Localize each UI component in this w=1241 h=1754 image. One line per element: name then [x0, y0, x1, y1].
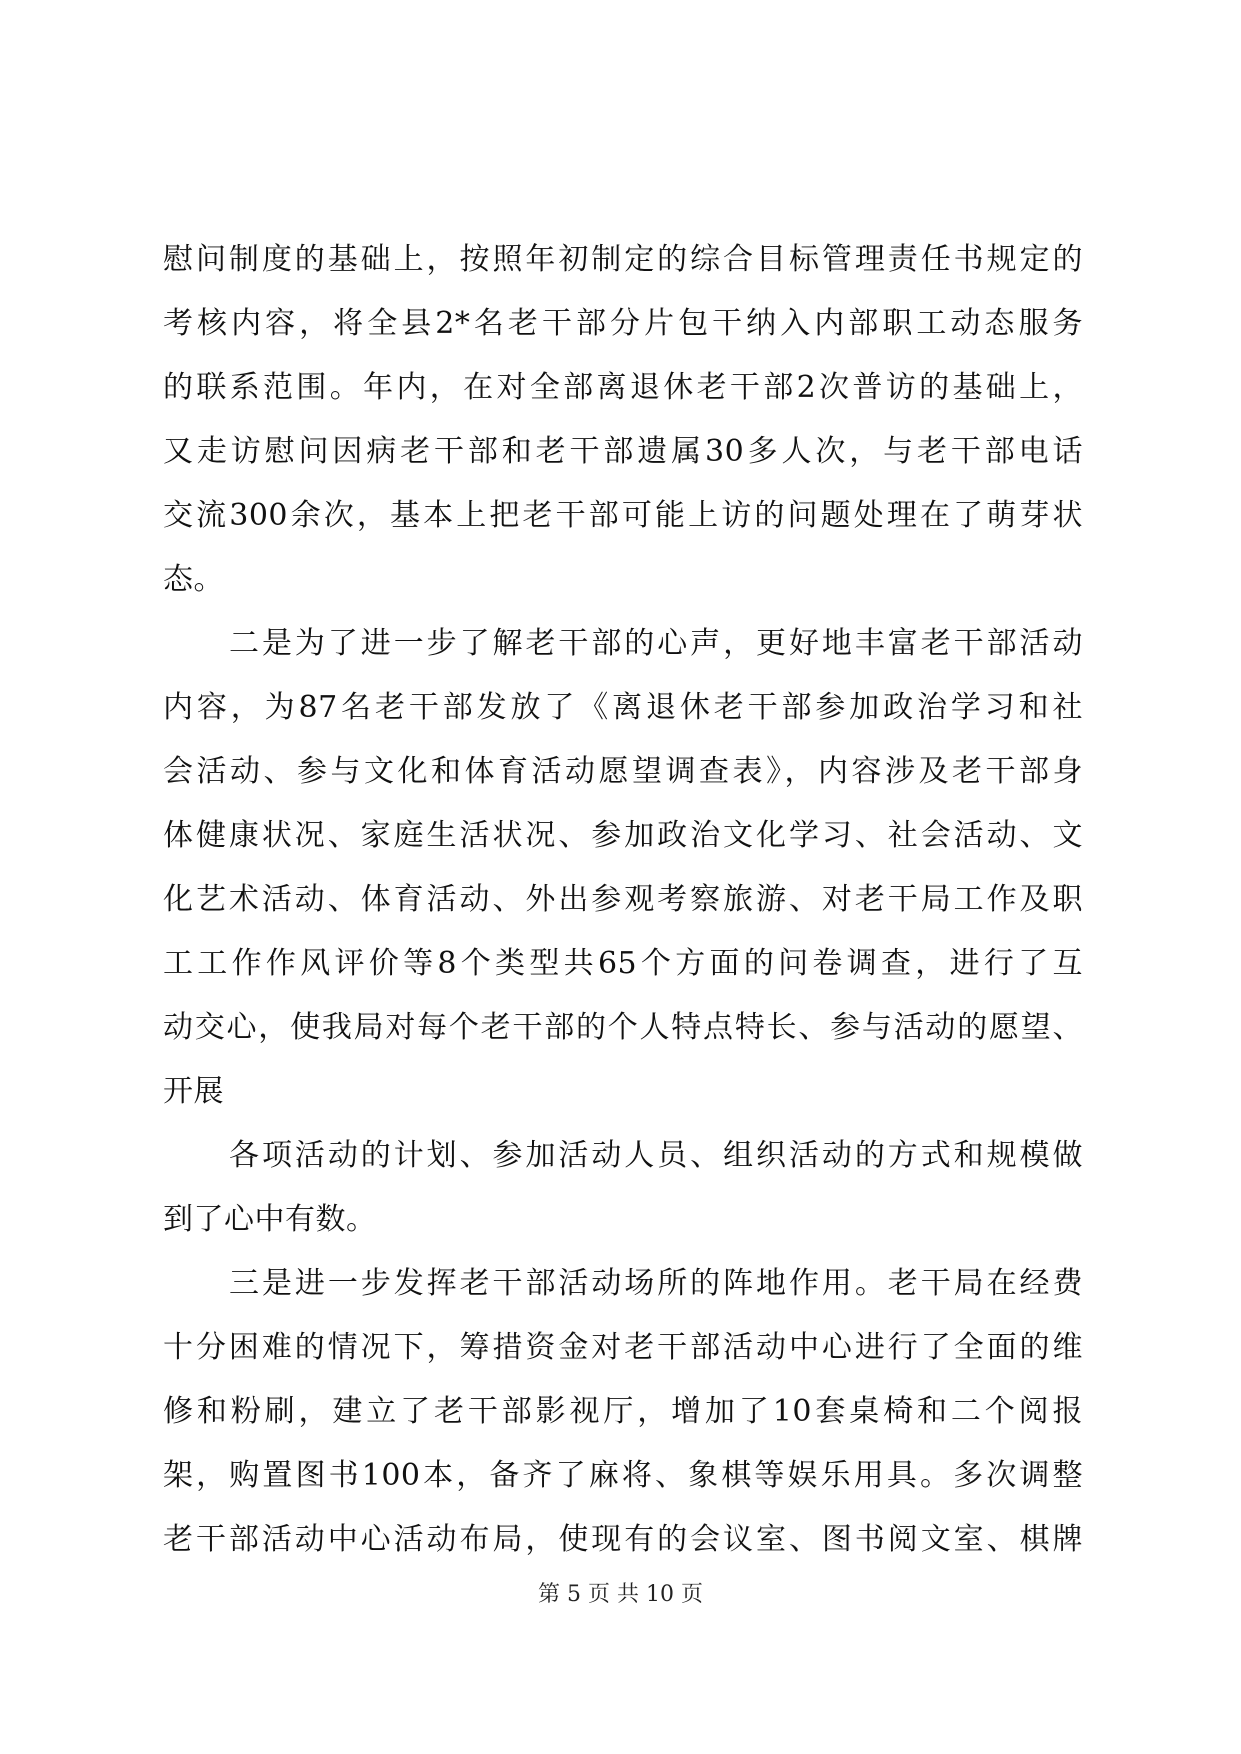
- page-number-footer: 第 5 页 共 10 页: [538, 1582, 703, 1607]
- text-line: 开展: [163, 1074, 224, 1109]
- text-line: 又走访慰问因病老干部和老干部遗属30多人次，与老干部电话: [163, 434, 1083, 469]
- text-line: 老干部活动中心活动布局，使现有的会议室、图书阅文室、棋牌: [163, 1522, 1083, 1557]
- text-line: 十分困难的情况下，筹措资金对老干部活动中心进行了全面的维: [163, 1330, 1083, 1365]
- text-line: 慰问制度的基础上，按照年初制定的综合目标管理责任书规定的: [163, 242, 1083, 277]
- text-line: 态。: [163, 562, 224, 597]
- text-line: 修和粉刷，建立了老干部影视厅，增加了10套桌椅和二个阅报: [163, 1394, 1083, 1429]
- body-text: [163, 228, 1083, 1572]
- text-line: 会活动、参与文化和体育活动愿望调查表》，内容涉及老干部身: [163, 754, 1083, 789]
- text-line: 到了心中有数。: [163, 1202, 377, 1237]
- text-line: 架，购置图书100本，备齐了麻将、象棋等娱乐用具。多次调整: [163, 1458, 1083, 1493]
- paragraph-first-line: 各项活动的计划、参加活动人员、组织活动的方式和规模做: [229, 1138, 1083, 1173]
- text-line: 工工作作风评价等8个类型共65个方面的问卷调查，进行了互: [163, 946, 1083, 981]
- paragraph-first-line: 三是进一步发挥老干部活动场所的阵地作用。老干局在经费: [229, 1266, 1083, 1301]
- text-line: 交流300余次，基本上把老干部可能上访的问题处理在了萌芽状: [163, 498, 1083, 533]
- text-line: 考核内容，将全县2*名老干部分片包干纳入内部职工动态服务: [163, 306, 1083, 341]
- text-line: 化艺术活动、体育活动、外出参观考察旅游、对老干局工作及职: [163, 882, 1083, 917]
- text-line: 体健康状况、家庭生活状况、参加政治文化学习、社会活动、文: [163, 818, 1083, 853]
- text-line: 内容，为87名老干部发放了《离退休老干部参加政治学习和社: [163, 690, 1083, 725]
- paragraph-first-line: 二是为了进一步了解老干部的心声，更好地丰富老干部活动: [229, 626, 1083, 661]
- text-line: 动交心，使我局对每个老干部的个人特点特长、参与活动的愿望、: [163, 1010, 1083, 1045]
- text-line: 的联系范围。年内，在对全部离退休老干部2次普访的基础上，: [163, 370, 1083, 405]
